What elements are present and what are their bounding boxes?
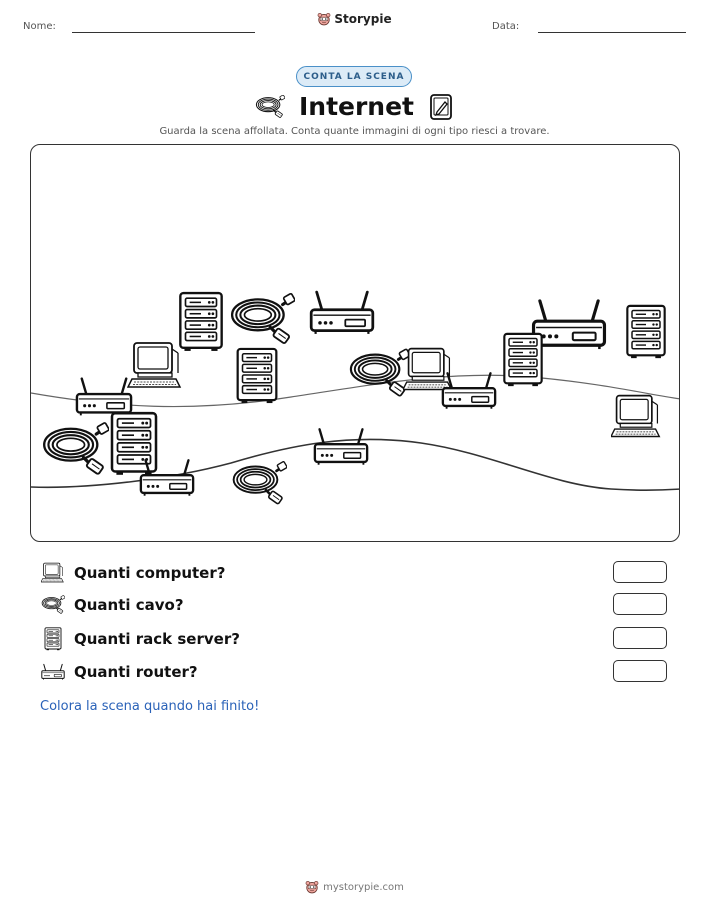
cable-icon <box>41 595 65 615</box>
router-icon <box>77 379 131 416</box>
scene-illustration <box>31 145 680 542</box>
router-icon <box>315 429 367 464</box>
cable-icon <box>234 461 288 504</box>
cable-icon <box>351 349 410 397</box>
answer-box[interactable] <box>613 593 667 615</box>
counting-scene <box>30 144 680 542</box>
router-icon <box>311 292 373 334</box>
name-label: Nome: <box>23 21 56 32</box>
server-rack-icon <box>112 413 156 475</box>
question-row <box>40 560 670 586</box>
question-text: Quanti router? <box>74 663 198 681</box>
server-rack-icon <box>627 306 664 358</box>
router-icon <box>41 663 65 681</box>
answer-box[interactable] <box>613 660 667 682</box>
instructions: Guarda la scena affollata. Conta quante immagini di ogni tipo riesci a trovare. <box>159 126 550 137</box>
question-text: Quanti computer? <box>74 564 226 582</box>
footer-site[interactable]: mystorypie.com <box>323 881 404 893</box>
name-field[interactable] <box>72 32 255 33</box>
answer-box[interactable] <box>613 627 667 649</box>
mascot-icon <box>305 880 319 894</box>
footer <box>0 880 709 897</box>
router-icon <box>443 373 495 408</box>
computer-icon <box>611 396 659 437</box>
cable-icon <box>44 422 109 474</box>
brand-logo <box>0 12 709 29</box>
router-icon <box>534 301 605 349</box>
answer-box[interactable] <box>613 561 667 583</box>
coloring-instruction: Colora la scena quando hai finito! <box>40 699 260 714</box>
question-text: Quanti cavo? <box>74 596 184 614</box>
question-row <box>40 626 670 652</box>
activity-badge: CONTA LA SCENA <box>296 66 412 87</box>
date-label: Data: <box>492 21 520 32</box>
server-rack-icon <box>238 349 277 403</box>
computer-icon <box>41 562 65 584</box>
server-rack-icon <box>180 293 221 351</box>
question-row <box>40 659 670 685</box>
date-field[interactable] <box>538 32 686 33</box>
title-text: Internet <box>298 92 415 121</box>
question-row <box>40 592 670 618</box>
brand-name: Storypie <box>334 12 392 26</box>
cable-icon <box>232 293 295 344</box>
question-text: Quanti rack server? <box>74 630 240 648</box>
mascot-icon <box>317 12 331 26</box>
cable-icon <box>255 95 285 119</box>
server-rack-icon <box>44 627 62 651</box>
server-rack-icon <box>504 334 541 386</box>
computer-icon <box>128 343 180 387</box>
computer-icon <box>403 349 451 390</box>
tablet-pencil-icon <box>428 93 454 121</box>
page-title <box>0 92 709 123</box>
